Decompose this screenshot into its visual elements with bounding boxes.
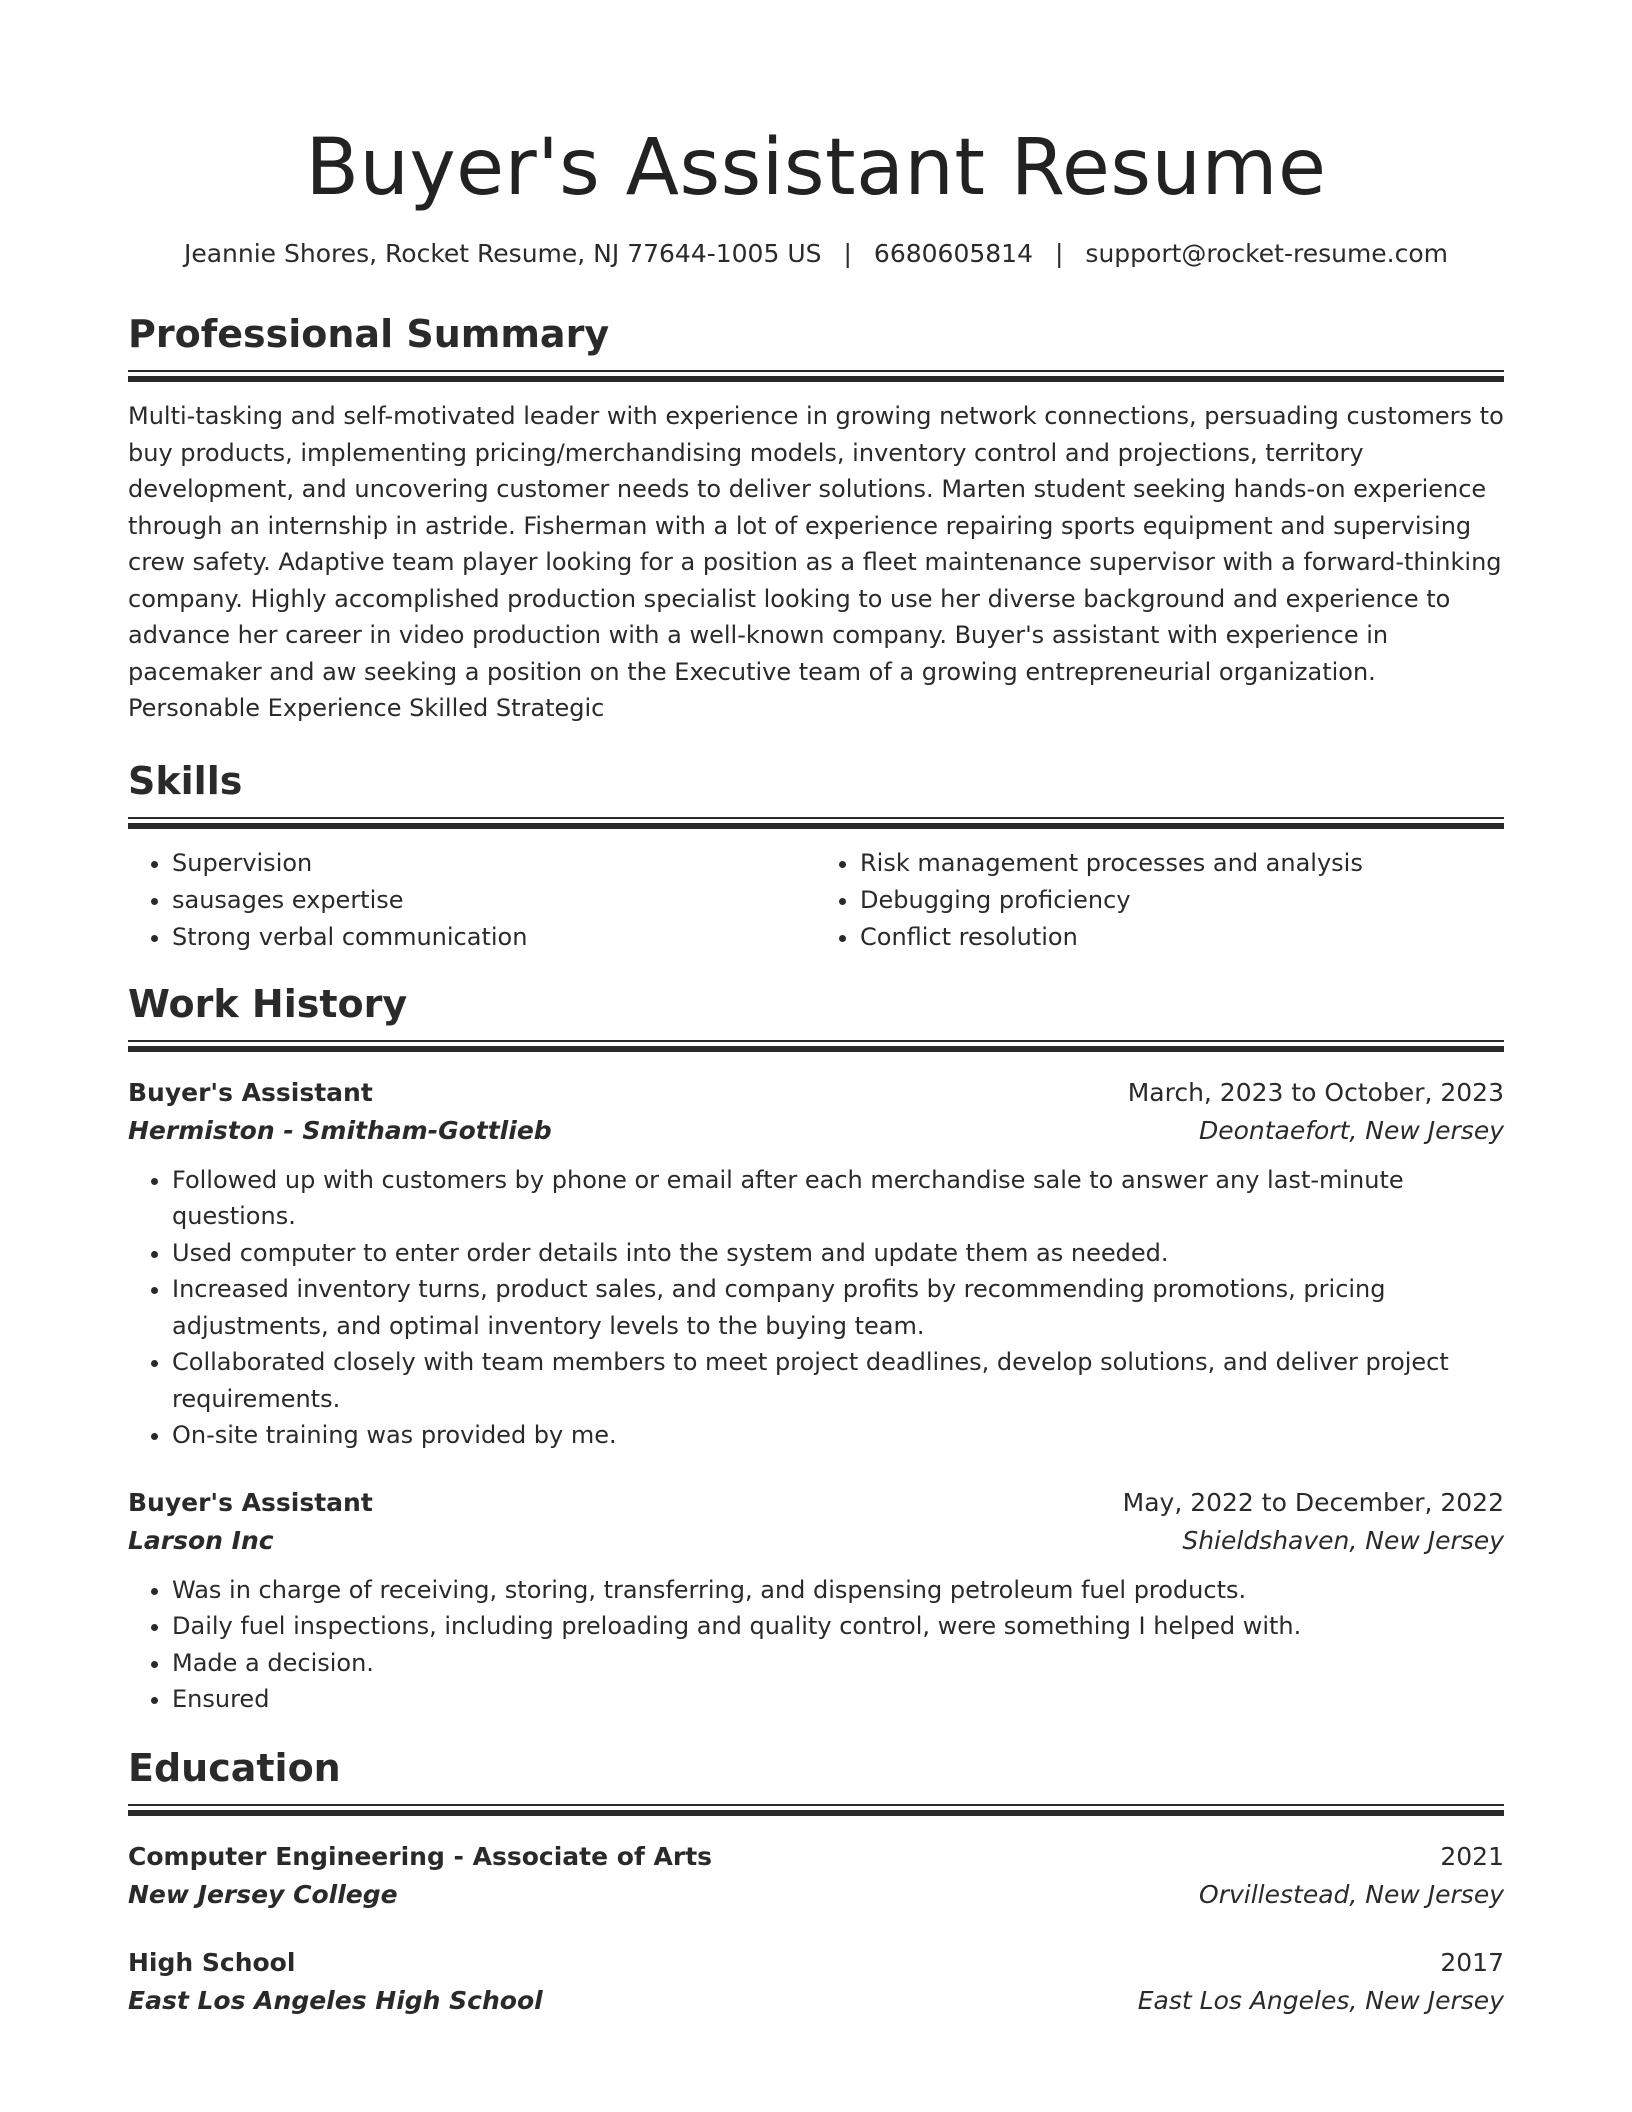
job-bullet: • Increased inventory turns, product sales, and company profits by recommending promotions, pricing adjustments, and optimal inventory levels to the buying team. [172, 1271, 1504, 1344]
skill-item: • Risk management processes and analysis [860, 845, 1504, 882]
job-bullet: • Daily fuel inspections, including preloading and quality control, were something I helped with. [172, 1608, 1504, 1645]
job-bullet: • Ensured [172, 1681, 1504, 1718]
contact-phone: 6680605814 [873, 239, 1033, 268]
job-dates: May, 2022 to December, 2022 [1122, 1487, 1504, 1517]
job-entry [128, 1484, 1504, 1718]
job-dates: March, 2023 to October, 2023 [1127, 1077, 1504, 1107]
contact-separator: | [843, 239, 852, 268]
skill-item: • Conflict resolution [860, 919, 1504, 956]
skills-column-left [128, 845, 816, 956]
job-location: Deontaefort, New Jersey [1198, 1115, 1504, 1145]
job-bullet: • Was in charge of receiving, storing, transferring, and dispensing petroleum fuel products. [172, 1572, 1504, 1609]
contact-address: Jeannie Shores, Rocket Resume, NJ 77644-1005 US [183, 239, 822, 268]
job-company: Larson Inc [128, 1525, 274, 1555]
job-bullet: • Used computer to enter order details into the system and update them as needed. [172, 1235, 1504, 1272]
skill-item: • Strong verbal communication [172, 919, 816, 956]
education-year: 2021 [1440, 1841, 1504, 1871]
job-title: Buyer's Assistant [128, 1487, 373, 1517]
education-school: East Los Angeles High School [128, 1985, 543, 2015]
education-location: East Los Angeles, New Jersey [1137, 1985, 1504, 2015]
skill-item: • Supervision [172, 845, 816, 882]
resume-page [128, 118, 1504, 2020]
job-bullets [128, 1572, 1504, 1718]
skills-heading: Skills [128, 758, 243, 803]
education-degree: Computer Engineering - Associate of Arts [128, 1841, 713, 1871]
work-heading: Work History [128, 981, 408, 1026]
summary-heading: Professional Summary [128, 312, 610, 356]
job-title: Buyer's Assistant [128, 1077, 373, 1107]
education-year: 2017 [1440, 1947, 1504, 1977]
education-heading: Education [128, 1745, 341, 1790]
education-entry [128, 1838, 1504, 1914]
job-entry [128, 1074, 1504, 1454]
skill-item: • sausages expertise [172, 882, 816, 919]
section-divider [128, 1804, 1504, 1816]
skills-list [128, 845, 1504, 956]
job-company: Hermiston - Smitham-Gottlieb [128, 1115, 552, 1145]
resume-title: Buyer's Assistant Resume [305, 123, 1327, 213]
job-bullet: • On-site training was provided by me. [172, 1417, 1504, 1454]
job-bullet: • Followed up with customers by phone or email after each merchandise sale to answer any last-minute questions. [172, 1162, 1504, 1235]
section-divider [128, 817, 1504, 829]
contact-separator: | [1054, 239, 1064, 268]
job-bullet: • Collaborated closely with team members to meet project deadlines, develop solutions, and deliver project requirements. [172, 1344, 1504, 1417]
contact-email[interactable]: support@rocket-resume.com [1085, 239, 1449, 268]
summary-text: Multi-tasking and self-motivated leader with experience in growing network connections, persuading customers to buy products, implementing pricing/merchandising models, inventory control and projections, territory development, and uncovering customer needs to deliver solutions. Marten student seeking hands-on experience through an internship in astride. Fisherman with a lot of experience repairing sports equipment and supervising crew safety. Adaptive team player looking for a position as a fleet maintenance supervisor with a forward-thinking company. Highly accomplished production specialist looking to use her diverse background and experience to advance her career in video production with a well-known company. Buyer's assistant with experience in pacemaker and aw seeking a position on the Executive team of a growing entrepreneurial organization. Personable Experience Skilled Strategic [128, 402, 1504, 722]
education-degree: High School [128, 1947, 296, 1977]
skill-item: • Debugging proficiency [860, 882, 1504, 919]
contact-line [128, 236, 1504, 272]
education-entry [128, 1944, 1504, 2020]
skills-column-right [816, 845, 1504, 956]
education-location: Orvillestead, New Jersey [1199, 1879, 1504, 1909]
section-divider [128, 1040, 1504, 1052]
job-bullet: • Made a decision. [172, 1645, 1504, 1682]
job-bullets [128, 1162, 1504, 1454]
job-location: Shieldshaven, New Jersey [1182, 1525, 1504, 1555]
section-divider [128, 370, 1504, 382]
education-school: New Jersey College [128, 1879, 398, 1909]
